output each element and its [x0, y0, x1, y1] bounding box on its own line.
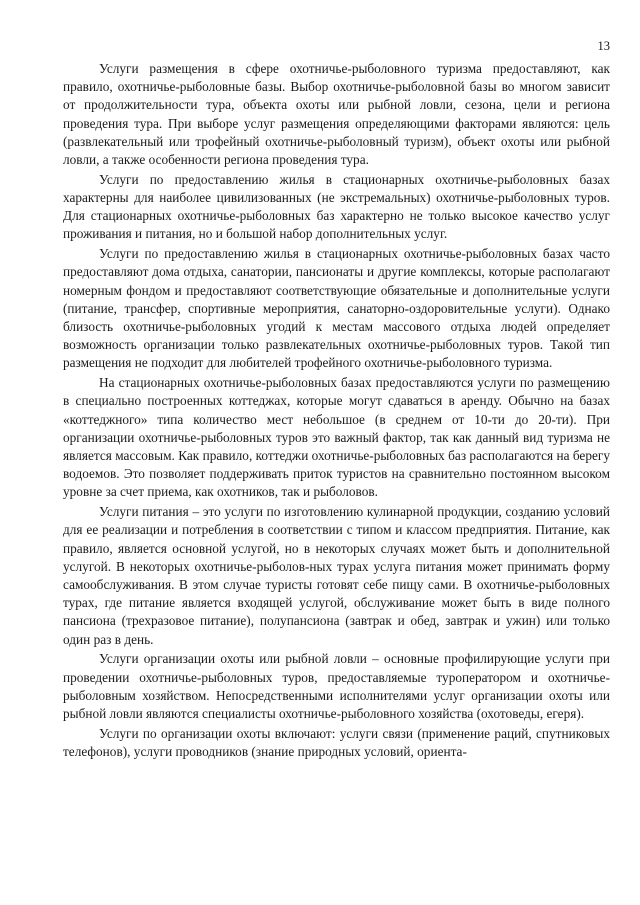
paragraph-accommodation-services: Услуги размещения в сфере охотничье-рыболовного туризма предоставляют, как правило, охотничье-рыболовные базы. Выбор охотничье-рыболовной базы во многом зависит от продолжительности тура, объекта охоты или рыбной ловли, сезона, цели и региона проведения тура. При выборе услуг размещения определяющими факторами являются: цель (развлекательный или трофейный охотничье-рыболовный туризм), объект охоты или рыбной ловли, а также особенности региона проведения тура.	[63, 61, 610, 168]
paragraph-stationary-bases: Услуги по предоставлению жилья в стационарных охотничье-рыболовных базах характерны для наиболее цивилизованных (не экстремальных) охотничье-рыболовных туров. Для стационарных охотничье-рыболовных баз характерно не только высокое качество услуг проживания и питания, но и большой набор дополнительных услуг.	[63, 171, 610, 242]
page-body	[63, 60, 610, 763]
page-number: 13	[597, 39, 610, 53]
paragraph-hunting-services-list: Услуги по организации охоты включают: услуги связи (применение раций, спутниковых телефонов), услуги проводников (знание природных условий, ориента-	[63, 725, 610, 760]
paragraph-hunting-organization: Услуги организации охоты или рыбной ловли – основные профилирующие услуги при проведении охотничье-рыболовных туров, предоставляемые туроператором и охотничье-рыболовным хозяйством. Непосредственными исполнителями услуг организации охоты или рыбной ловли являются специалисты охотничье-рыболовного хозяйства (охотоведы, егеря).	[63, 651, 610, 722]
paragraph-catering-services: Услуги питания – это услуги по изготовлению кулинарной продукции, созданию условий для ее реализации и потребления в соответствии с типом и классом предприятия. Питание, как правило, является основной услугой, но в некоторых случаях может быть и дополнительной услугой. В некоторых охотничье-рыболов-ных турах услуга питания может принимать форму самообслуживания. В этом случае туристы готовят себе пищу сами. В охотничье-рыболовных турах, где питание является входящей услугой, обслуживание может быть в виде полного пансиона (трехразовое питание), полупансиона (завтрак и обед, завтрак и ужин) или только один раз в день.	[63, 504, 610, 647]
paragraph-cottages: На стационарных охотничье-рыболовных базах предоставляются услуги по размещению в специально построенных коттеджах, которые могут сдаваться в аренду. Обычно на базах «коттеджного» типа количество мест небольшое (в среднем от 10-ти до 20-ти). При организации охотничье-рыболовных туров это важный фактор, так как данный вид туризма не является массовым. Как правило, коттеджи охотничье-рыболовных баз располагаются на берегу водоемов. Это позволяет поддерживать приток туристов на сравнительно постоянном высоком уровне за счет приема, как охотников, так и рыболовов.	[63, 375, 610, 500]
paragraph-rest-homes: Услуги по предоставлению жилья в стационарных охотничье-рыболовных базах часто предоставляют дома отдыха, санатории, пансионаты и другие комплексы, которые располагают номерным фондом и предоставляют соответствующие обязательные и дополнительные услуги (питание, трансфер, спортивные мероприятия, санаторно-оздоровительные услуги). Однако близость охотничье-рыболовных угодий к местам массового отдыха людей определяет возможность организации только развлекательных охотничье-рыболовных туров. Такой тип размещения не подходит для любителей трофейного охотничье-рыболовного туризма.	[63, 246, 610, 371]
